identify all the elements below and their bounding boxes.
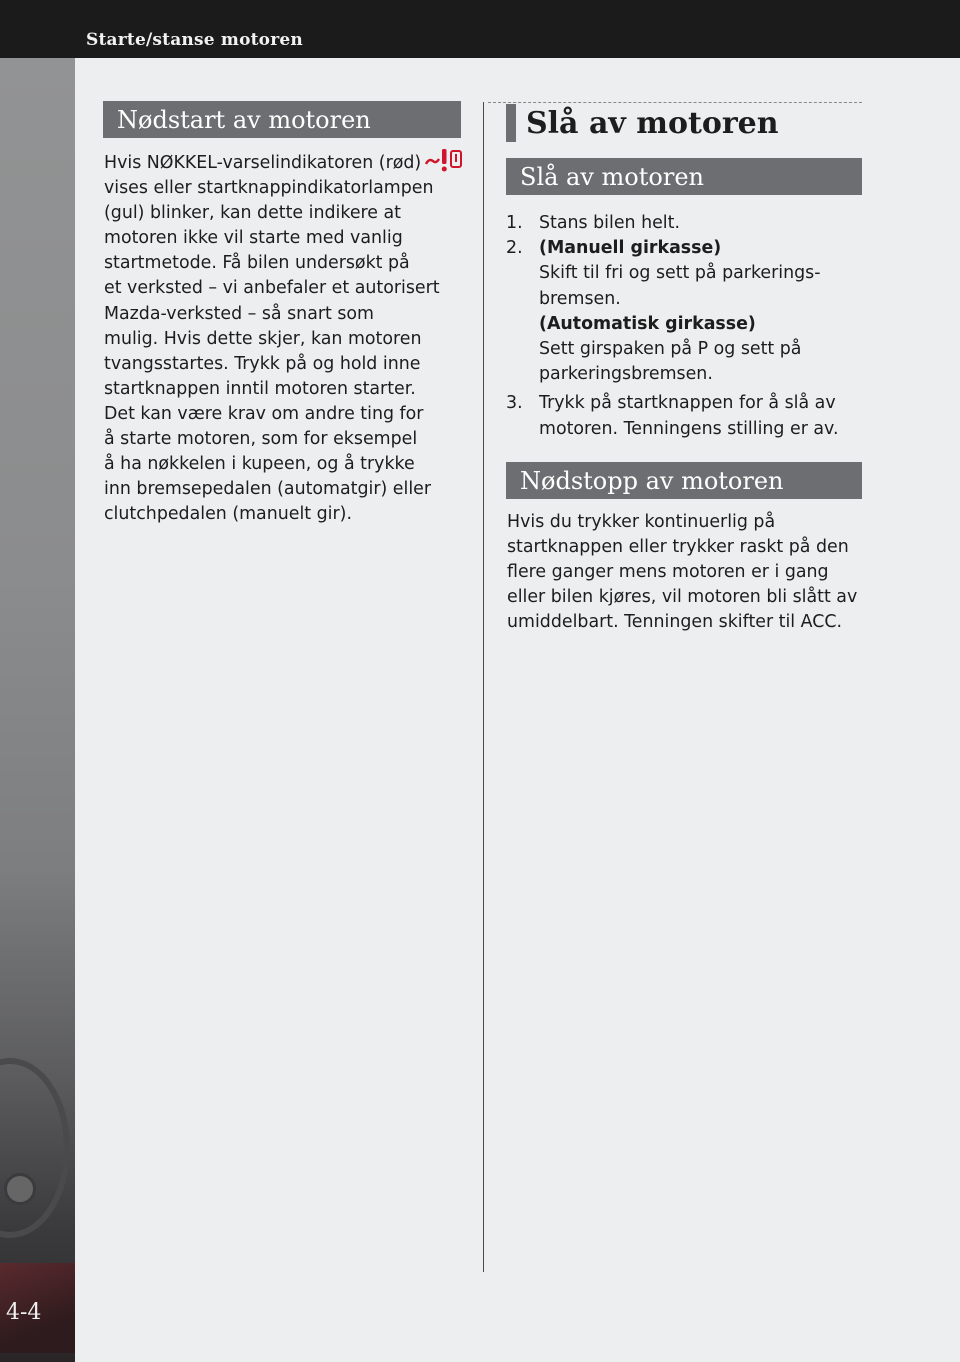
- step-number: 1.: [506, 213, 523, 233]
- main-heading: [506, 103, 862, 143]
- steering-hub-graphic: [4, 1173, 36, 1205]
- main-heading-text: Slå av motoren: [526, 105, 779, 141]
- manual-gearbox-label: (Manuell girkasse): [539, 238, 722, 259]
- step-text: motoren. Tenningens stilling er av.: [539, 418, 839, 439]
- text-line: vises eller startknappindikatorlampen: [104, 178, 434, 199]
- automatic-gearbox-label: (Automatisk girkasse): [539, 313, 756, 334]
- step-3: [506, 391, 866, 441]
- section-title: Starte/stanse motoren: [86, 30, 303, 50]
- exclamation-bar: [442, 149, 447, 164]
- emergency-stop-paragraph: [507, 510, 877, 635]
- text-line: å starte motoren, som for eksempel: [104, 429, 418, 450]
- step-1: [506, 211, 866, 236]
- text-line: flere ganger mens motoren er i gang: [507, 562, 829, 583]
- page-number: 4-4: [6, 1300, 42, 1325]
- text-line: mulig. Hvis dette skjer, kan motoren: [104, 328, 422, 349]
- step-number: 2.: [506, 238, 523, 259]
- text-line: startknappen inntil motoren starter.: [104, 378, 416, 399]
- text-line: startknappen eller trykker raskt på den: [507, 537, 849, 558]
- text-line: Mazda-verksted – så snart som: [104, 303, 374, 324]
- exclamation-dot: [442, 167, 447, 172]
- stop-steps-list: [506, 211, 866, 442]
- heading-emergency-start-text: Nødstart av motoren: [117, 105, 371, 134]
- side-image: [0, 58, 75, 1362]
- text-line: inn bremsepedalen (automatgir) eller: [104, 479, 432, 500]
- heading-stop-engine: [506, 158, 862, 195]
- step-text: bremsen.: [539, 288, 621, 309]
- text-line: motoren ikke vil starte med vanlig: [104, 228, 403, 249]
- step-number: 3.: [506, 393, 523, 414]
- text-line: tvangsstartes. Trykk på og hold inne: [104, 353, 421, 374]
- text-line: et verksted – vi anbefaler et autorisert: [104, 278, 440, 299]
- text-line: Hvis du trykker kontinuerlig på: [507, 512, 776, 532]
- heading-emergency-stop-text: Nødstopp av motoren: [520, 466, 784, 495]
- fob-mark: [455, 154, 457, 162]
- text-line: (gul) blinker, kan dette indikere at: [104, 203, 401, 224]
- text-line: Hvis NØKKEL-varselindikatoren (rød): [104, 148, 474, 176]
- heading-emergency-stop: [506, 462, 862, 499]
- steering-wheel-graphic: [0, 1058, 70, 1238]
- text-line: eller bilen kjøres, vil motoren bli slått av: [507, 587, 858, 608]
- step-text: Trykk på startknappen for å slå av: [539, 393, 836, 414]
- text-line: clutchpedalen (manuelt gir).: [104, 504, 352, 525]
- text-line: umiddelbart. Tenningen skifter til ACC.: [507, 612, 843, 633]
- step-2: [506, 236, 866, 387]
- heading-stop-engine-text: Slå av motoren: [520, 162, 704, 191]
- heading-accent-bar: [506, 104, 516, 142]
- column-divider: [483, 102, 484, 1272]
- step-text: Stans bilen helt.: [539, 213, 680, 233]
- step-text: parkeringsbremsen.: [539, 364, 713, 385]
- step-text: Sett girspaken på P og sett på: [539, 339, 802, 360]
- emergency-start-paragraph: [104, 148, 474, 527]
- heading-emergency-start: [103, 101, 461, 138]
- key-warning-icon: [425, 148, 463, 172]
- text-line: å ha nøkkelen i kupeen, og å trykke: [104, 454, 415, 475]
- key-shape: [426, 159, 439, 164]
- text-line: startmetode. Få bilen undersøkt på: [104, 253, 410, 274]
- text-line: Det kan være krav om andre ting for: [104, 403, 424, 424]
- step-text: Skift til fri og sett på parkerings-: [539, 263, 821, 284]
- page-header: [0, 0, 960, 58]
